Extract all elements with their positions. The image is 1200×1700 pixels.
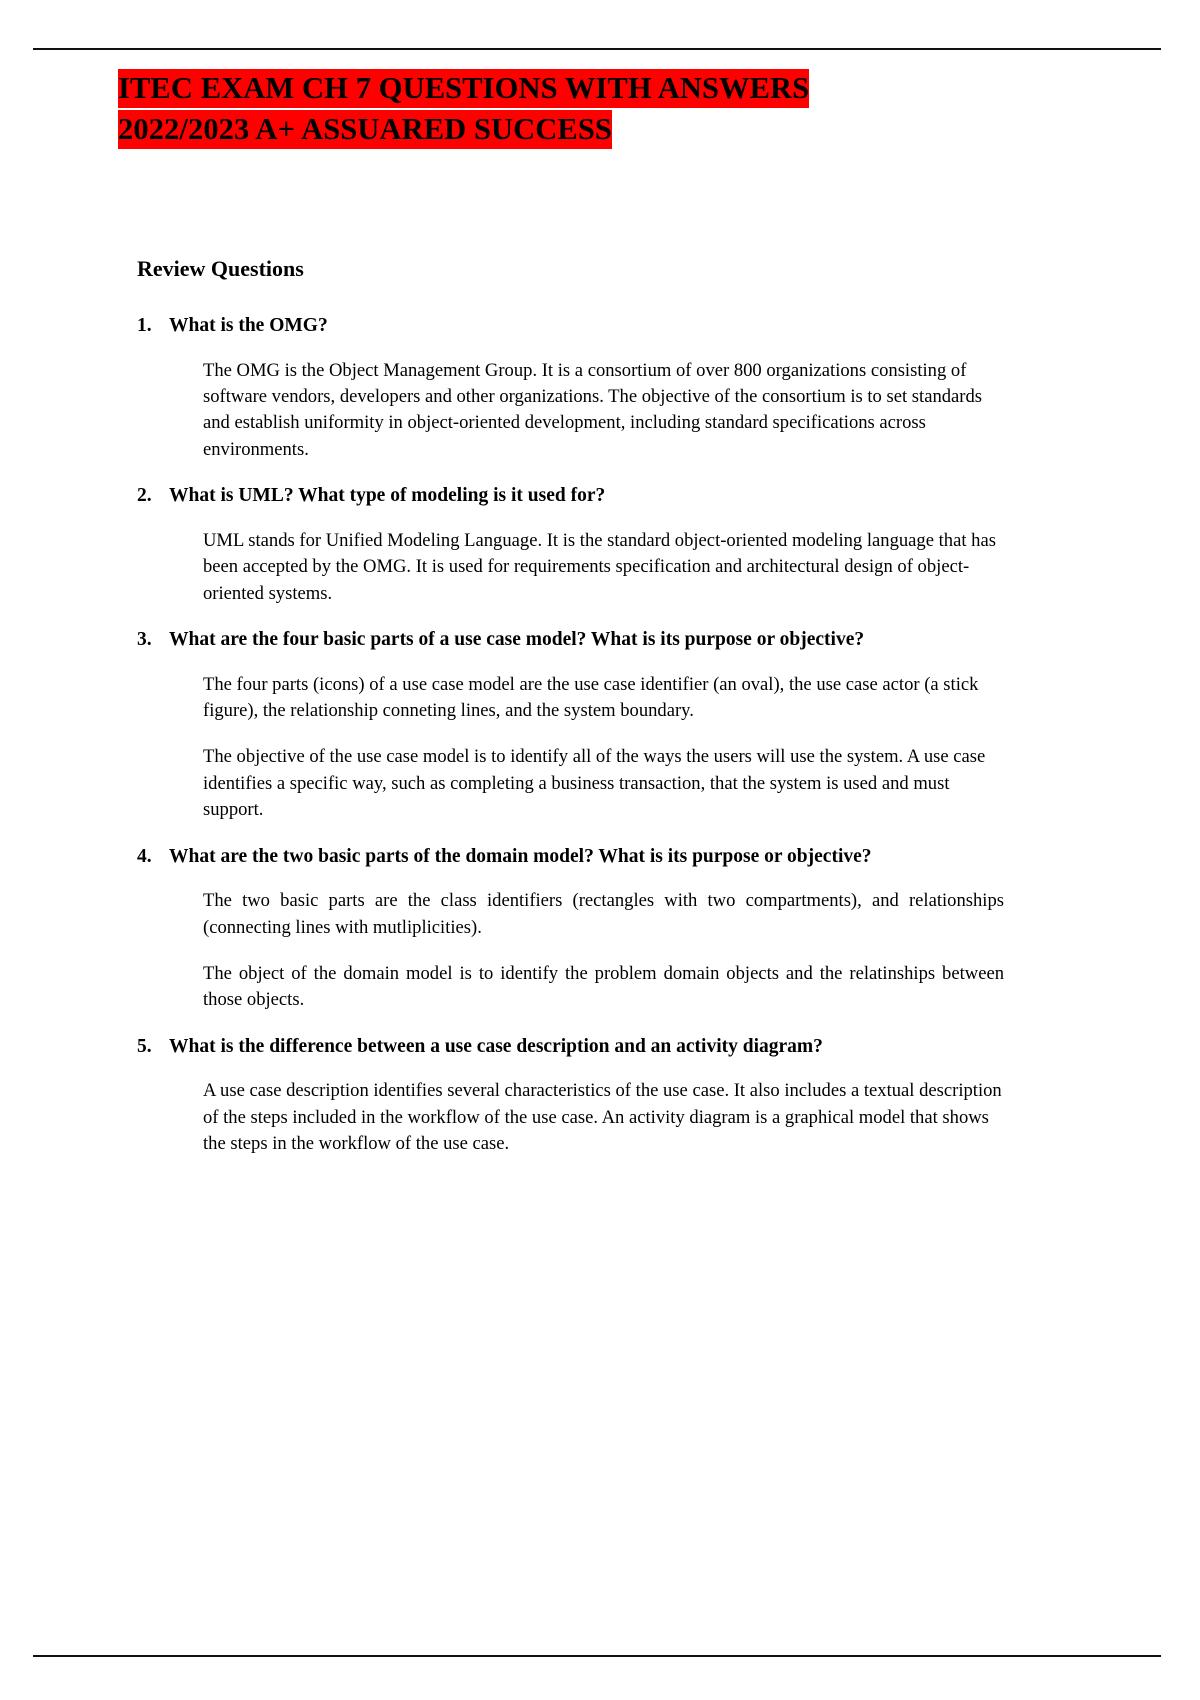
question-text: What is the difference between a use case description and an activity diagram? (169, 1035, 823, 1057)
question-text: What are the four basic parts of a use case model? What is its purpose or objective? (169, 629, 865, 651)
question-row (137, 313, 1200, 339)
answer-paragraph: The object of the domain model is to identify the problem domain objects and the relatinships between those objects. (203, 963, 1004, 1011)
question-number: 3. (137, 629, 152, 651)
title-line-1-text: ITEC EXAM CH 7 QUESTIONS WITH ANSWERS (118, 69, 809, 108)
question-row (137, 483, 1200, 509)
question-text: What is UML? What type of modeling is it used for? (169, 485, 606, 507)
question-row (137, 627, 1200, 653)
answer-paragraph: The four parts (icons) of a use case model are the use case identifier (an oval), the use case actor (a stick figure), the relationship conneting lines, and the system boundary. (203, 673, 979, 722)
section-heading-review-questions: Review Questions (137, 256, 304, 281)
document-body (0, 255, 1200, 1178)
question-text: What is the OMG? (169, 315, 328, 336)
answer-paragraph: The OMG is the Object Management Group. It is a consortium of over 800 organizations consisting of software vendors, developers and other organizations. The objective of the consortium is to set standards and establish uniformity in object-oriented development, including standard specifications across environments. (203, 359, 983, 460)
review-questions-list (0, 313, 1200, 1158)
question-item (0, 483, 1200, 607)
answer-paragraph: The objective of the use case model is to identify all of the ways the users will use the system. A use case identifies a specific way, such as completing a business transaction, that the system is used and must support. (203, 746, 986, 821)
question-item (0, 1034, 1200, 1158)
question-number: 1. (137, 315, 152, 336)
question-number: 2. (137, 485, 152, 507)
document-title (118, 68, 988, 150)
answer-paragraph: A use case description identifies several characteristics of the use case. It also includes a textual description of the steps included in the workflow of the use case. An activity diagram is a graphical model that shows the steps in the workflow of the use case. (203, 1080, 1002, 1155)
title-line-1 (118, 68, 988, 109)
answer-paragraph: The two basic parts are the class identifiers (rectangles with two compartments), and relationships (connecting lines with mutliplicities). (203, 890, 1004, 938)
title-line-2 (118, 109, 988, 150)
question-text: What are the two basic parts of the domain model? What is its purpose or objective? (169, 845, 872, 867)
question-item (0, 313, 1200, 463)
page-bottom-rule (33, 1655, 1161, 1657)
question-row (137, 1034, 1200, 1060)
question-number: 5. (137, 1035, 152, 1057)
title-line-2-text: 2022/2023 A+ ASSUARED SUCCESS (118, 110, 612, 149)
page-top-rule (33, 48, 1161, 50)
question-item (0, 627, 1200, 824)
question-row (137, 844, 1200, 870)
question-item (0, 844, 1200, 1014)
question-number: 4. (137, 845, 152, 867)
answer-paragraph: UML stands for Unified Modeling Language. It is the standard object-oriented modeling language that has been accepted by the OMG. It is used for requirements specification and architectural design of object-oriented systems. (203, 529, 996, 604)
